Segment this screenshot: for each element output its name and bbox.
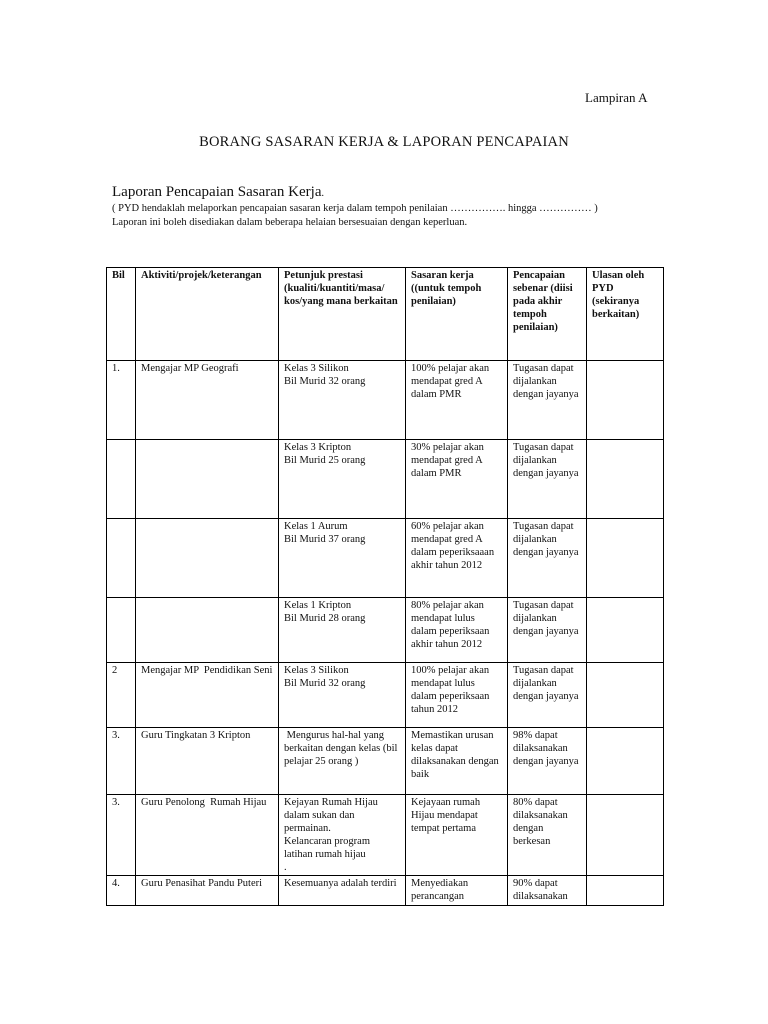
sasaran-cell: 100% pelajar akan mendapat gred A dalam PMR: [406, 361, 508, 440]
ulasan-cell: [587, 795, 664, 876]
pencapaian-cell: Tugasan dapat dijalankan dengan jayanya: [508, 361, 587, 440]
aktiviti-cell: [136, 440, 279, 519]
table-row: [107, 728, 664, 795]
table-header-row: [107, 268, 664, 361]
sasaran-cell: Memastikan urusan kelas dapat dilaksanakan dengan baik: [406, 728, 508, 795]
petunjuk-cell: Kelas 1 Aurum Bil Murid 37 orang: [279, 519, 406, 598]
pencapaian-cell: Tugasan dapat dijalankan dengan jayanya: [508, 440, 587, 519]
header-sasaran: Sasaran kerja ((untuk tempoh penilaian): [406, 268, 508, 361]
table-row: [107, 598, 664, 663]
pencapaian-cell: Tugasan dapat dijalankan dengan jayanya: [508, 598, 587, 663]
petunjuk-cell: Kejayan Rumah Hijau dalam sukan dan permainan. Kelancaran program latihan rumah hijau .: [279, 795, 406, 876]
ulasan-cell: [587, 361, 664, 440]
instruction-note-period: ( PYD hendaklah melaporkan pencapaian sasaran kerja dalam tempoh penilaian ……………. hingga …………… ): [112, 203, 598, 214]
aktiviti-cell: Mengajar MP Pendidikan Seni: [136, 663, 279, 728]
header-bil: Bil: [107, 268, 136, 361]
table-row: [107, 519, 664, 598]
pencapaian-cell: Tugasan dapat dijalankan dengan jayanya: [508, 519, 587, 598]
sasaran-cell: 60% pelajar akan mendapat gred A dalam peperiksaaan akhir tahun 2012: [406, 519, 508, 598]
sasaran-cell: Menyediakan perancangan: [406, 876, 508, 906]
petunjuk-cell: Kesemuanya adalah terdiri: [279, 876, 406, 906]
petunjuk-cell: Kelas 3 Kripton Bil Murid 25 orang: [279, 440, 406, 519]
ulasan-cell: [587, 519, 664, 598]
bil-cell: 4.: [107, 876, 136, 906]
header-pencapaian: Pencapaian sebenar (diisi pada akhir tempoh penilaian): [508, 268, 587, 361]
pencapaian-cell: Tugasan dapat dijalankan dengan jayanya: [508, 663, 587, 728]
sasaran-cell: Kejayaan rumah Hijau mendapat tempat pertama: [406, 795, 508, 876]
petunjuk-cell: Mengurus hal-hal yang berkaitan dengan kelas (bil pelajar 25 orang ): [279, 728, 406, 795]
sasaran-cell: 100% pelajar akan mendapat lulus dalam peperiksaan tahun 2012: [406, 663, 508, 728]
ulasan-cell: [587, 876, 664, 906]
header-ulasan: Ulasan oleh PYD (sekiranya berkaitan): [587, 268, 664, 361]
pencapaian-cell: 98% dapat dilaksanakan dengan jayanya: [508, 728, 587, 795]
bil-cell: 3.: [107, 795, 136, 876]
header-petunjuk: Petunjuk prestasi (kualiti/kuantiti/masa/ kos/yang mana berkaitan: [279, 268, 406, 361]
table-row: [107, 440, 664, 519]
aktiviti-cell: [136, 598, 279, 663]
aktiviti-cell: Mengajar MP Geografi: [136, 361, 279, 440]
bil-cell: 2: [107, 663, 136, 728]
target-report-table: [106, 267, 664, 906]
pencapaian-cell: 80% dapat dilaksanakan dengan berkesan: [508, 795, 587, 876]
instruction-note-pages: Laporan ini boleh disediakan dalam beberapa helaian bersesuaian dengan keperluan.: [112, 217, 468, 228]
aktiviti-cell: Guru Penasihat Pandu Puteri: [136, 876, 279, 906]
table-row: [107, 876, 664, 906]
lampiran-label: Lampiran A: [585, 90, 648, 105]
bil-cell: [107, 440, 136, 519]
ulasan-cell: [587, 598, 664, 663]
ulasan-cell: [587, 728, 664, 795]
bil-cell: [107, 519, 136, 598]
table-row: [107, 795, 664, 876]
sasaran-cell: 30% pelajar akan mendapat gred A dalam PMR: [406, 440, 508, 519]
petunjuk-cell: Kelas 1 Kripton Bil Murid 28 orang: [279, 598, 406, 663]
aktiviti-cell: [136, 519, 279, 598]
section-heading: [112, 184, 324, 201]
bil-cell: 3.: [107, 728, 136, 795]
aktiviti-cell: Guru Penolong Rumah Hijau: [136, 795, 279, 876]
section-heading-suffix: .: [321, 188, 324, 199]
sasaran-cell: 80% pelajar akan mendapat lulus dalam peperiksaan akhir tahun 2012: [406, 598, 508, 663]
bil-cell: 1.: [107, 361, 136, 440]
document-title: BORANG SASARAN KERJA & LAPORAN PENCAPAIAN: [199, 134, 569, 150]
table-row: [107, 361, 664, 440]
aktiviti-cell: Guru Tingkatan 3 Kripton: [136, 728, 279, 795]
header-aktiviti: Aktiviti/projek/keterangan: [136, 268, 279, 361]
bil-cell: [107, 598, 136, 663]
petunjuk-cell: Kelas 3 Silikon Bil Murid 32 orang: [279, 361, 406, 440]
table-row: [107, 663, 664, 728]
section-heading-text: Laporan Pencapaian Sasaran Kerja: [112, 184, 322, 200]
ulasan-cell: [587, 440, 664, 519]
petunjuk-cell: Kelas 3 Silikon Bil Murid 32 orang: [279, 663, 406, 728]
ulasan-cell: [587, 663, 664, 728]
pencapaian-cell: 90% dapat dilaksanakan: [508, 876, 587, 906]
